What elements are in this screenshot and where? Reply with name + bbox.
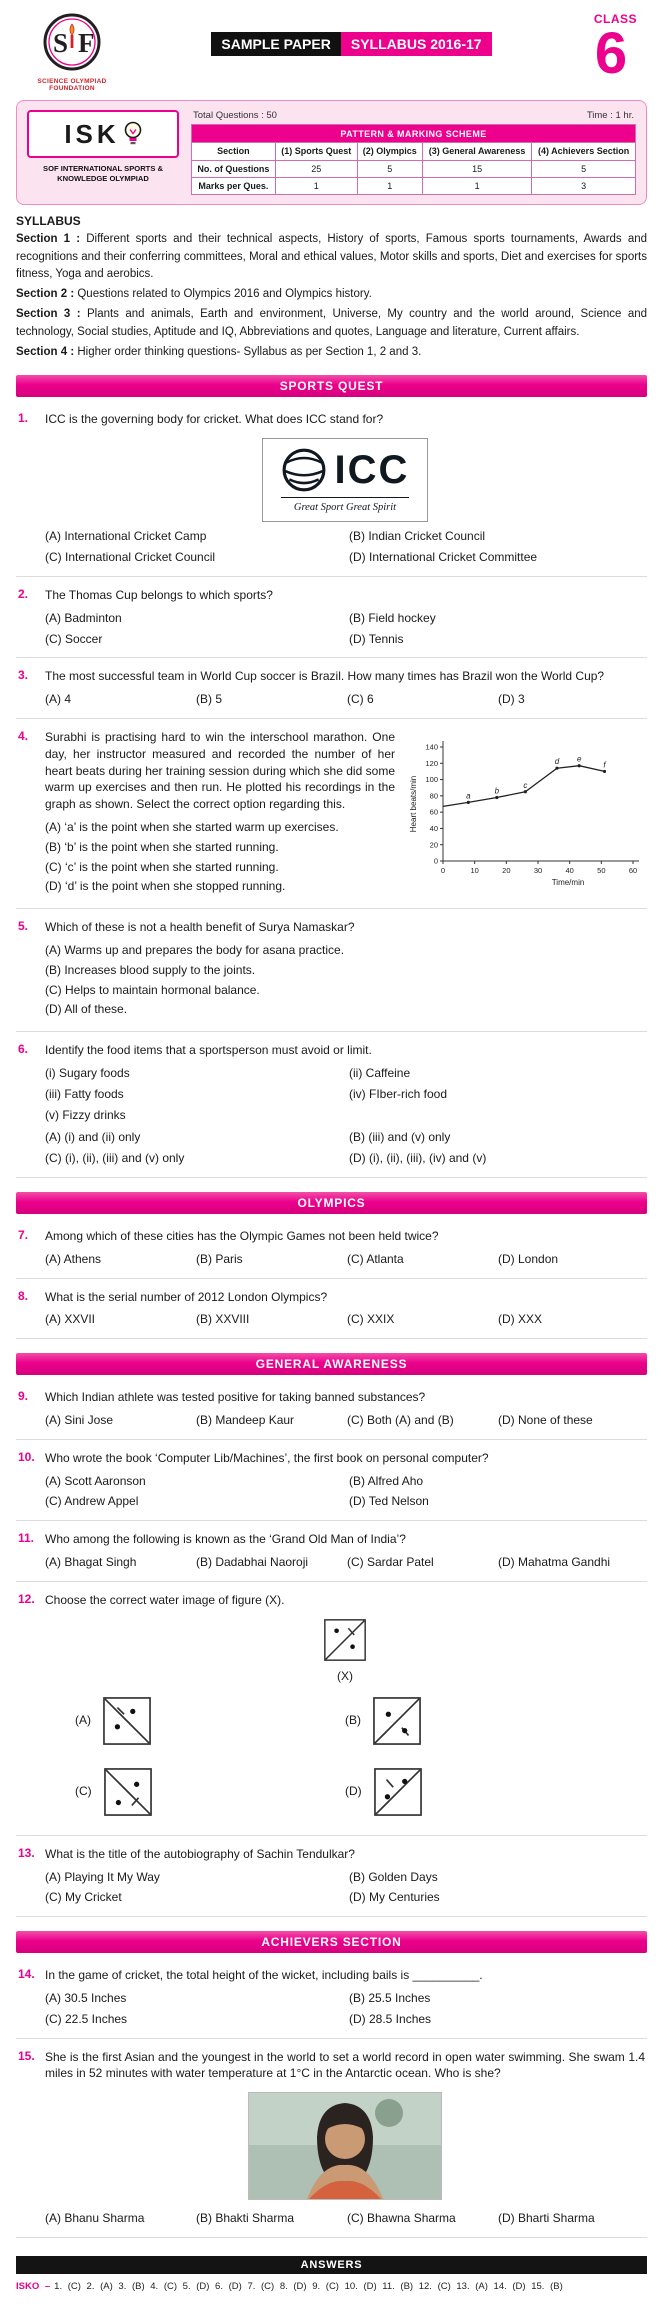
olympiad-name: [27, 164, 179, 185]
syllabus-year-label: SYLLABUS 2016-17: [341, 32, 492, 56]
question-1: [16, 401, 647, 577]
question-text: ICC is the governing body for cricket. What does ICC stand for?: [45, 412, 384, 426]
figure-x-label: (X): [337, 1669, 353, 1684]
olympiad-name-line2: KNOWLEDGE OLYMPIAD: [57, 174, 149, 184]
page-header: [16, 12, 647, 92]
item-v: (v) Fizzy drinks: [45, 1107, 126, 1122]
section-banner-olympics: OLYMPICS: [16, 1192, 647, 1214]
paper-meta: [191, 110, 636, 121]
isko-logo-block: [27, 110, 179, 195]
org-name: SCIENCE OLYMPIAD FOUNDATION: [37, 78, 107, 92]
scheme-cell: 3: [532, 178, 636, 195]
option-b: (B) Bhakti Sharma: [196, 2210, 295, 2225]
answer-key-prefix: ISKO –: [16, 2280, 51, 2292]
svg-text:80: 80: [429, 791, 438, 801]
scheme-cell: No. of Questions: [192, 161, 276, 178]
question-number: 5.: [18, 919, 29, 934]
marking-scheme-table: [191, 124, 636, 195]
option-b: (B) 5: [196, 692, 223, 707]
option-d: [345, 1768, 575, 1821]
option-a: (A) Sini Jose: [45, 1412, 114, 1427]
question-14: [16, 1957, 647, 2038]
question-13: [16, 1836, 647, 1917]
syllabus-title: SYLLABUS: [16, 214, 81, 229]
svg-text:50: 50: [597, 866, 606, 876]
option-a: (A) Badminton: [45, 610, 122, 625]
option-b: (B) 25.5 Inches: [349, 1990, 431, 2005]
answers-banner: ANSWERS: [16, 2256, 647, 2274]
option-a: (A) Bhanu Sharma: [45, 2210, 145, 2225]
time-limit: Time : 1 hr.: [586, 110, 634, 121]
question-text: The most successful team in World Cup soccer is Brazil. How many times has Brazil won the World Cup?: [45, 669, 605, 684]
svg-text:60: 60: [429, 807, 438, 817]
option-d: (D) International Cricket Committee: [349, 550, 538, 565]
option-c: (C) (i), (ii), (iii) and (v) only: [45, 1151, 185, 1166]
option-d: (D) My Centuries: [349, 1890, 440, 1905]
syllabus-section-2: [16, 286, 647, 303]
option-d: (D) None of these: [498, 1412, 593, 1427]
question-8: [16, 1279, 647, 1340]
option-a: (A) Warms up and prepares the body for asana practice.: [45, 943, 345, 958]
option-a: (A) Athens: [45, 1251, 102, 1266]
option-d: (D) 3: [498, 692, 525, 707]
icc-globe-icon: [281, 447, 327, 493]
option-label: (A): [75, 1713, 91, 1728]
svg-text:a: a: [466, 791, 471, 801]
option-d: (D) XXX: [498, 1312, 543, 1327]
syllabus-text: Different sports and their technical aspects, History of sports, Famous sports tournaments, Awards and recognitions and their conferring committees, Moral and ethical values, Motor skills and sports, Diet and exercises for sports fitness, Yoga and aerobics.: [16, 233, 648, 280]
option-c: (C) Atlanta: [347, 1251, 404, 1266]
question-number: 11.: [18, 1531, 35, 1546]
question-number: 2.: [18, 587, 29, 602]
item-iv: (iv) FIber-rich food: [349, 1086, 448, 1101]
svg-text:10: 10: [470, 866, 479, 876]
option-a: (A) 4: [45, 692, 72, 707]
option-c-figure: [104, 1768, 152, 1821]
option-b: (B) ‘b’ is the point when she started running.: [45, 839, 279, 854]
svg-text:S: S: [53, 28, 69, 58]
question-text: Who among the following is known as the ‘Grand Old Man of India’?: [45, 1532, 406, 1547]
question-number: 13.: [18, 1845, 35, 1860]
scheme-col-olympics: (2) Olympics: [357, 143, 422, 161]
svg-text:c: c: [523, 780, 528, 790]
option-c: [75, 1768, 305, 1821]
swimmer-photo: [248, 2092, 442, 2200]
question-number: 1.: [18, 411, 29, 425]
scheme-cell: 5: [357, 161, 422, 178]
syllabus-label: Section 1 :: [16, 233, 81, 246]
scheme-block: [191, 110, 636, 195]
question-number: 14.: [18, 1967, 35, 1982]
option-a: (A) Playing It My Way: [45, 1869, 160, 1884]
question-number: 4.: [18, 729, 29, 744]
option-b: (B) Alfred Aho: [349, 1473, 424, 1488]
option-d: (D) Ted Nelson: [349, 1494, 429, 1509]
question-number: 15.: [18, 2048, 35, 2063]
option-a: (A) Scott Aaronson: [45, 1473, 146, 1488]
syllabus-section-4: [16, 344, 647, 361]
icc-logo-text: ICC: [334, 447, 410, 492]
option-a: [75, 1697, 305, 1750]
question-text: Surabhi is practising hard to win the interschool marathon. One day, her instructor measured and recorded the number of her heart beats during her training session during which she did some warm up exercises and then run. He plotted his recordings in the graph as shown. Select the correct option regarding this.: [45, 730, 395, 812]
option-b: [345, 1697, 575, 1750]
option-a: (A) 30.5 Inches: [45, 1990, 127, 2005]
question-text: The Thomas Cup belongs to which sports?: [45, 588, 273, 603]
syllabus-text: Questions related to Olympics 2016 and Olympics history.: [77, 288, 372, 300]
isk-letters: ISK: [64, 118, 120, 149]
scheme-cell: 5: [532, 161, 636, 178]
question-7: [16, 1218, 647, 1279]
option-d: (D) London: [498, 1251, 559, 1266]
svg-text:Time/min: Time/min: [551, 878, 585, 888]
svg-text:0: 0: [440, 866, 446, 876]
question-number: 3.: [18, 668, 29, 683]
question-number: 6.: [18, 1042, 29, 1057]
option-d-figure: [374, 1768, 422, 1821]
sample-paper-label: SAMPLE PAPER: [211, 32, 340, 56]
scheme-cell: 1: [422, 178, 531, 195]
svg-text:20: 20: [429, 840, 438, 850]
question-number: 12.: [18, 1591, 35, 1606]
question-text: Who wrote the book ‘Computer Lib/Machines’, the first book on personal computer?: [45, 1450, 489, 1465]
scheme-cell: 25: [275, 161, 357, 178]
question-3: [16, 658, 647, 719]
question-2: [16, 577, 647, 658]
syllabus-text: Higher order thinking questions- Syllabus as per Section 1, 2 and 3.: [77, 345, 422, 358]
option-d: (D) All of these.: [45, 1002, 128, 1017]
option-c: (C) 6: [347, 692, 374, 707]
section-banner-sports-quest: SPORTS QUEST: [16, 375, 647, 397]
figure-x-image: [324, 1619, 366, 1666]
option-b: (B) Field hockey: [349, 610, 436, 625]
option-label: (B): [345, 1713, 361, 1728]
olympiad-name-line1: SOF INTERNATIONAL SPORTS &: [43, 164, 163, 173]
option-c: (C) Andrew Appel: [45, 1494, 139, 1509]
option-c: (C) XXIX: [347, 1312, 395, 1327]
syllabus-label: Section 4 :: [16, 345, 75, 358]
option-c: (C) My Cricket: [45, 1890, 122, 1905]
syllabus-section: [16, 214, 647, 361]
syllabus-label: Section 2 :: [16, 288, 75, 300]
class-box: [575, 12, 647, 86]
option-d: (D) 28.5 Inches: [349, 2011, 432, 2026]
svg-text:e: e: [576, 754, 582, 764]
option-a: (A) ‘a’ is the point when she started warm up exercises.: [45, 820, 339, 835]
question-12: [16, 1582, 647, 1836]
isko-logo: [27, 110, 179, 158]
question-text: She is the first Asian and the youngest in the world to set a world record in open water swimming. She swam 1.4 miles in 52 minutes with water temperature at 1°C in the Antarctic ocean. Who is she?: [45, 2049, 645, 2081]
scheme-col-general-awareness: (3) General Awareness: [422, 143, 531, 161]
question-text: Among which of these cities has the Olympic Games not been held twice?: [45, 1229, 439, 1243]
question-11: [16, 1521, 647, 1582]
option-b: (B) Indian Cricket Council: [349, 529, 486, 544]
option-b: (B) Mandeep Kaur: [196, 1412, 295, 1427]
question-number: 10.: [18, 1449, 35, 1464]
svg-text:100: 100: [425, 775, 438, 785]
option-b: (B) Increases blood supply to the joints.: [45, 962, 256, 977]
lightbulb-icon: [124, 121, 142, 148]
option-c: (C) International Cricket Council: [45, 550, 216, 565]
class-number: 6: [594, 21, 628, 86]
sof-logo: [16, 12, 128, 92]
question-5: [16, 909, 647, 1032]
question-text: Which of these is not a health benefit of Surya Namaskar?: [45, 920, 355, 935]
info-box: [16, 100, 647, 205]
syllabus-section-1: [16, 231, 647, 283]
option-b: (B) (iii) and (v) only: [349, 1130, 451, 1145]
option-c: (C) Both (A) and (B): [347, 1412, 454, 1427]
question-6: [16, 1032, 647, 1178]
option-b: (B) Golden Days: [349, 1869, 438, 1884]
scheme-col-section: Section: [192, 143, 276, 161]
syllabus-text: Plants and animals, Earth and environment, Universe, My country and the world around, Science and technology, Social studies, Aptitude and IQ, Abbreviations and quotes, Language and literature, Current affairs.: [16, 308, 647, 338]
question-number: 9.: [18, 1389, 29, 1404]
icc-logo: [262, 438, 429, 523]
option-c: (C) Sardar Patel: [347, 1554, 434, 1569]
scheme-cell: Marks per Ques.: [192, 178, 276, 195]
question-number: 8.: [18, 1288, 29, 1303]
option-a-figure: [103, 1697, 151, 1750]
total-questions: Total Questions : 50: [193, 110, 277, 121]
option-c: (C) Helps to maintain hormonal balance.: [45, 982, 260, 997]
option-c: (C) Bhawna Sharma: [347, 2210, 456, 2225]
svg-text:f: f: [603, 760, 606, 770]
icc-tagline: Great Sport Great Spirit: [281, 497, 410, 516]
svg-text:Heart beats/min: Heart beats/min: [409, 775, 418, 833]
svg-text:d: d: [554, 757, 560, 767]
svg-text:140: 140: [425, 742, 438, 752]
syllabus-section-3: [16, 306, 647, 341]
heart-rate-chart: [407, 729, 645, 898]
item-ii: (ii) Caffeine: [349, 1066, 411, 1081]
question-text: In the game of cricket, the total height of the wicket, including bails is __________.: [45, 1968, 483, 1983]
option-d: (D) ‘d’ is the point when she stopped running.: [45, 879, 286, 894]
scheme-row-marks: [192, 178, 636, 195]
option-label: (D): [345, 1783, 362, 1798]
option-a: (A) Bhagat Singh: [45, 1554, 137, 1569]
scheme-cell: 15: [422, 161, 531, 178]
option-d: (D) Mahatma Gandhi: [498, 1554, 611, 1569]
option-a: (A) International Cricket Camp: [45, 529, 207, 544]
scheme-row-questions: [192, 161, 636, 178]
question-number: 7.: [18, 1228, 29, 1242]
option-c: (C) Soccer: [45, 631, 103, 646]
scheme-header-row: [192, 143, 636, 161]
option-a: (A) XXVII: [45, 1312, 96, 1327]
answer-key: [16, 2281, 647, 2298]
svg-text:F: F: [78, 28, 95, 58]
option-d: (D) Tennis: [349, 631, 404, 646]
option-b: (B) XXVIII: [196, 1312, 250, 1327]
question-text: Which Indian athlete was tested positive for taking banned substances?: [45, 1390, 426, 1405]
question-text: What is the serial number of 2012 London Olympics?: [45, 1289, 328, 1304]
option-label: (C): [75, 1783, 92, 1798]
svg-text:30: 30: [533, 866, 543, 876]
option-d: (D) (i), (ii), (iii), (iv) and (v): [349, 1151, 487, 1166]
svg-text:0: 0: [433, 856, 438, 866]
item-iii: (iii) Fatty foods: [45, 1086, 124, 1101]
option-c: (C) ‘c’ is the point when she started running.: [45, 859, 279, 874]
option-b: (B) Dadabhai Naoroji: [196, 1554, 309, 1569]
scheme-cell: 1: [275, 178, 357, 195]
scheme-col-achievers: (4) Achievers Section: [532, 143, 636, 161]
sof-logo-icon: [42, 12, 102, 72]
scheme-cell: 1: [357, 178, 422, 195]
item-i: (i) Sugary foods: [45, 1066, 130, 1081]
svg-text:120: 120: [425, 758, 438, 768]
svg-text:b: b: [494, 786, 500, 796]
scheme-title: PATTERN & MARKING SCHEME: [192, 125, 636, 143]
option-b: (B) Paris: [196, 1251, 243, 1266]
option-d: (D) Bharti Sharma: [498, 2210, 595, 2225]
answer-key-values: 1. (C) 2. (A) 3. (B) 4. (C) 5. (D) 6. (D) 7. (C) 8. (D) 9. (C) 10. (D) 11. (B) 12. (C) 13. (A) 14. (D) 15. (B): [54, 2280, 563, 2292]
svg-text:40: 40: [565, 866, 574, 876]
option-a: (A) (i) and (ii) only: [45, 1130, 141, 1145]
option-c: (C) 22.5 Inches: [45, 2011, 128, 2026]
question-9: [16, 1379, 647, 1440]
class-label: CLASS: [593, 12, 637, 26]
title-bar: [128, 32, 575, 56]
question-15: [16, 2039, 647, 2238]
scheme-col-sports-quest: (1) Sports Quest: [275, 143, 357, 161]
question-text: Choose the correct water image of figure (X).: [45, 1592, 285, 1607]
question-text: What is the title of the autobiography of Sachin Tendulkar?: [45, 1846, 355, 1861]
syllabus-label: Section 3 :: [16, 308, 81, 321]
svg-text:20: 20: [502, 866, 511, 876]
section-banner-achievers: ACHIEVERS SECTION: [16, 1931, 647, 1953]
question-4: [16, 719, 647, 909]
section-banner-general-awareness: GENERAL AWARENESS: [16, 1353, 647, 1375]
question-10: [16, 1440, 647, 1521]
svg-text:60: 60: [628, 866, 638, 876]
option-b-figure: [373, 1697, 421, 1750]
question-text: Identify the food items that a sportsperson must avoid or limit.: [45, 1043, 372, 1058]
svg-text:40: 40: [429, 824, 438, 834]
